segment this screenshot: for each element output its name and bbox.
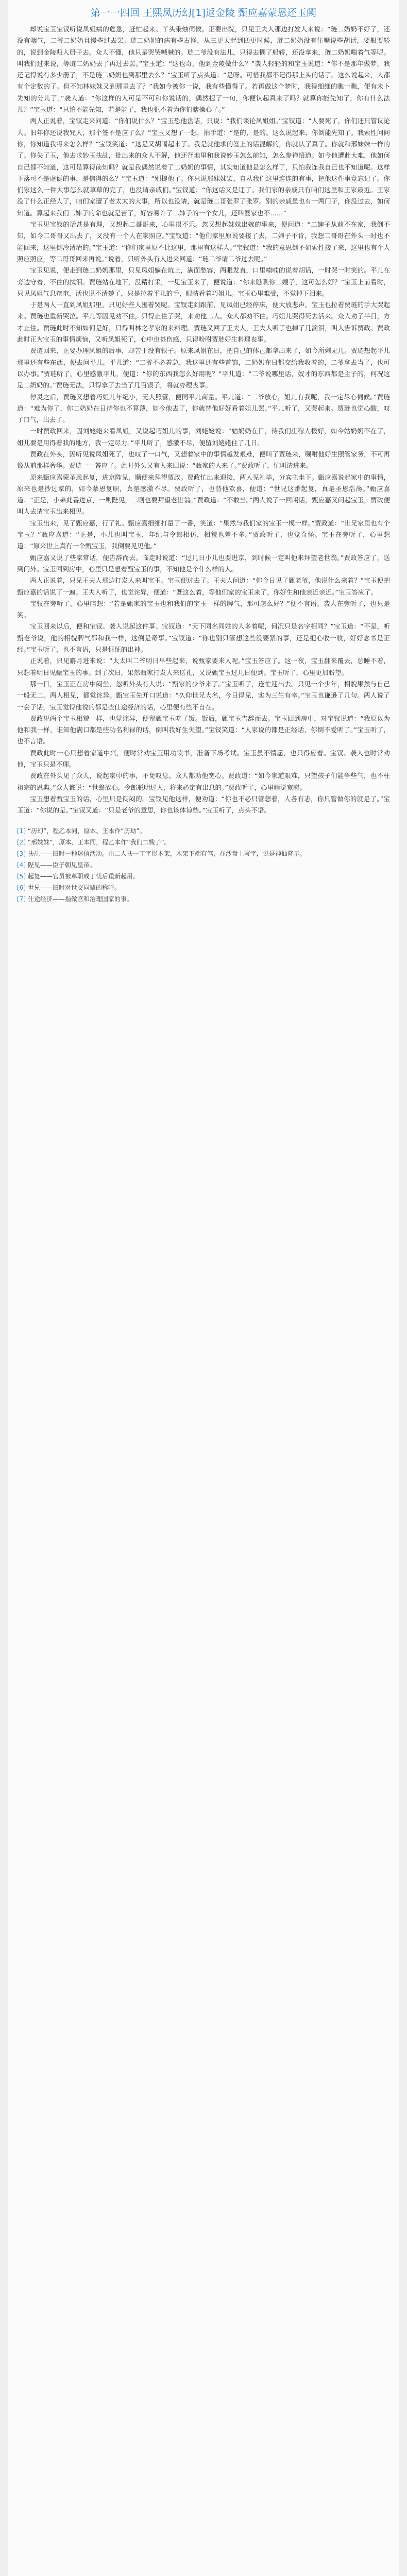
- paragraph: 两人正说着，只见王夫人那边打发人来叫宝玉。宝玉便过去了。王夫人问道：“你今日见了甄老爷，他说什么来着？”宝玉便把甄应嘉的话说了一遍。王夫人听了，也觉诧异，便道：“既这么着，等他们家的宝玉来了，你好生和他亲近亲近。”宝玉答应了。: [17, 577, 390, 596]
- footnote: [17, 859, 390, 871]
- chapter-page: [8, 0, 399, 2576]
- footnote: [17, 871, 390, 882]
- footnotes: [17, 825, 390, 905]
- paragraph: 宝玉出来，见了甄应嘉，行了礼。甄应嘉细细打量了一番，笑道：“果然与我们家的宝玉一模一样。”贾政道：“世兄家里也有个宝玉？”甄应嘉道：“正是，小儿也叫宝玉，年纪与令郎相仿，相貌也差不多。”贾政听了，也觉奇怪。宝玉在旁听了，心里想道：“原来世上真有一个甄宝玉，我倒要见见他。”: [17, 519, 390, 550]
- paragraph: 一时贾政回来，因刘姥姥来看凤姐，又说起巧姐儿的事，刘姥姥说：“姑奶奶在日，待我们庄稼人极好，如今姑奶奶不在了，姐儿要是用得着我的地方，我一定尽力。”平儿听了，感激不尽，便留刘姥姥住了几日。: [17, 427, 390, 447]
- footnote-id[interactable]: [2]: [17, 839, 26, 846]
- footnote-text: 陛见——臣子朝见皇帝。: [27, 861, 96, 869]
- paragraph: 宝玉想着甄宝玉的话，心里只是闷闷的。宝钗见他这样，便劝道：“你也不必只管想着，人各有志，你只管做你的就是了。”宝玉道：“你说的是。”宝钗又道：“只是老爷的意思，你也该体谅些。”宝玉听了，点头不语。: [17, 794, 390, 815]
- paragraph: 宝玉见宝钗的话甚是有理，又想起二哥哥来，心里很不乐。忽又想起妹妹出嫁的事来，便问道：“二婶子从前不在家，我倒不知，如今二哥哥又出去了，又没有一个人在家照应。”宝钗道：“他们家里原说要接了去，二婶子不肯，我想二哥哥在外头一时也不能回来，这里倒冷清清的。”宝玉道：“你们家里原不比这里，那里有这样人。”宝钗道：“我的意思倒不如索性接了来，这里也有个人照应照应，等二哥哥回来再说。”说着，只听外头有人进来回道：“琏二爷请二爷过去呢。”: [17, 221, 390, 263]
- paragraph: 贾政见两个宝玉相貌一样，也觉诧异，便留甄宝玉吃了饭。饭后，甄宝玉告辞而去。宝玉回到房中，对宝钗说道：“我原以为他和我一样，谁知他满口都是些功名利禄的话，倒叫我好生失望。”宝钗笑道：“人家说的都是正经话，你倒不爱听了。”宝玉听了，也不言语。: [17, 714, 390, 745]
- footnote-id[interactable]: [1]: [17, 827, 26, 835]
- footnote-id[interactable]: [3]: [17, 850, 26, 858]
- footnote: [17, 848, 390, 859]
- footnote: [17, 825, 390, 837]
- footnote-text: “邢妹妹”，原本、王本同，程乙本作“我们二嫂子”。: [27, 839, 171, 846]
- paragraph: 贾政在外头见了众人，说起家中的事，不免叹息。众人都劝他宽心。贾政道：“如今家道艰难，只望孩子们能争些气，也不枉祖宗的恩典。”众人都说：“世翁放心，令郎聪明过人，将来必定有出息的。”贾政听了，心里稍觉宽慰。: [17, 772, 390, 791]
- footnote: [17, 882, 390, 893]
- paragraph: 贾琏回来，正要办理凤姐的后事，却苦于没有银子。原来凤姐在日，把自己的体己都拿出来了，如今所剩无几。贾琏想起平儿那里还有些东西，便去问平儿。平儿道：“二爷不必着急，我这里还有些首饰，二奶奶在日都交给我收着的，二爷拿去当了，也可以办事。”贾琏听了，心里感激平儿，便道：“你的东西我怎么好用呢？”平儿道：“二爷说哪里话，奴才的东西都是主子的，何况这是二奶奶的。”贾琏无法，只得拿了去当了几百银子，将就办理丧事。: [17, 347, 390, 389]
- footnote-text: 仕途经济——指做官和治理国家的事。: [27, 895, 133, 903]
- chapter-title: 第一一四回 王熙凤历幻[1]返金陵 甄应嘉蒙恩还玉阙: [91, 7, 316, 19]
- paragraph: 却说宝玉宝钗听说凤姐病的危急，赶忙起来。丫头秉烛伺候。正要出院，只见王夫人那边打发人来说：“琏二奶奶不好了，还没有咽气，二爷二奶奶且慢些过去罢。琏二奶奶的病有些古怪，从三更天起到四更时候，琏二奶奶没有住嘴说些胡话，要船要轿的，说到金陵归入册子去。众人不懂，他只是哭哭喊喊的。琏二爷没有法儿，只得去糊了船轿，还没拿来，琏二奶奶喘着气等呢。叫我们过来说，等琏二奶奶去了再过去罢。”宝玉道：“这也奇，他到金陵做什么？”袭人轻轻的和宝玉说道：“你不是那年做梦，我还记得说有多少册子，不是琏二奶奶也到那里去么？”宝玉听了点头道：“是呀。可惜我都不记得那上头的话了。这么说起来，人都有个定数的了。但不知林妹妹又到那里去了？”我如今被你一说，我有些懂得了。若再做这个梦时，我得细细的瞧一瞧，便有未卜先知的分儿了。”袭人道：“你这样的人可是不可和你说话的，偶然提了一句，你便认起真来了吗？就算你能先知了，你有什么法儿？”宝玉道：“只怕不能先知，若是能了，我也犯不着为你们瞎操心了。”: [17, 25, 390, 114]
- paragraph: 甄应嘉又说了些家常话，便告辞而去。临走时说道：“过几日小儿也要进京，到时候一定叫他来拜望老世翁。”贾政答应了，送到门外。宝玉回到房中，心里只是想着甄宝玉的事，不知他是个什么样的人。: [17, 553, 390, 573]
- paragraph: 停灵之后，贾琏又想着巧姐儿年纪小，无人照管，便同平儿商量。平儿道：“二爷放心，姐儿有我呢，我一定尽心伺候。”贾琏道：“难为你了，你二奶奶在日待你也不算薄，如今他去了，你就替他好好看着姐儿罢。”平儿听了，又哭起来。贾琏也觉心酸，叹了口气，出去了。: [17, 393, 390, 424]
- chapter-content: [8, 24, 399, 905]
- footnote: [17, 893, 390, 905]
- paragraph: 那一日，宝玉正在房中闷坐，忽听外头有人说：“甄家的少爷来了。”宝玉听了，连忙迎出去。只见一个少年，相貌果然与自己一般无二。两人相见，都觉诧异。甄宝玉先开口说道：“久仰世兄大名，今日得见，实为三生有幸。”宝玉也谦逊了几句。两人说了一会子话，宝玉觉得他说的都是些仕途经济的话，心里便有些不自在。: [17, 680, 390, 711]
- footnote-id[interactable]: [7]: [17, 895, 26, 903]
- paragraph: 两人正说着，宝钗走来问道：“你们说什么？”宝玉恐他盘诘，只说：“我们谈论凤姐姐。”宝钗道：“人要死了，你们还只管议论人。旧年你还说我咒人，那个签不是应了么？”宝玉又想了一想，拍手道：“是的，是的。这么说起来，你倒能先知了。我索性问问你，你知道我将来怎么样？”宝钗笑道：“这是又胡闹起来了。我是就他求的签上的话混解的，你就认了真了。你就和邢妹妹一样的了。你失了玉，他去求妙玉扶乩，批出来的众人不解，他还背地里和我说妙玉怎么前知，怎么参禅悟道。如今他遭此大难，他如何自己都不知道，这可是算得前知吗？就是我偶然说着了二奶奶的事情，其实知道他是怎么样了，只怕我连我自己也不知道呢。这样下落可不是虚诞的事，是信得的么？”宝玉道：“别提他了。你只说邢妹妹罢，自从我们这里连连的有事，把他这件事竟忘记了。你们家这么一件大事怎么就草草的完了，也没请亲戚们。”宝钗道：“你这话又是迂了。我们家的亲戚只有咱们这里和王家最近。王家没了什么正经人了，咱们家遭了老太太的大事，所以也没请，就是琏二哥张罗了张罗。别的亲戚虽也有一两门子，你没过去，如何知道。算起来我们二婶子的命也就是苦了，好容易许了二婶子的一个女儿，还叫婆家也不……”: [17, 117, 390, 217]
- paragraph: 正说着，只见麝月进来说：“太太叫二爷明日早些起来，说甄家要来人呢。”宝玉答应了。这一夜，宝玉翻来覆去，总睡不着，只想着明日见甄宝玉的事。到了次日，果然甄家打发人来送礼，又说甄宝玉过几日便到。宝玉听了，心里更加盼望。: [17, 657, 390, 676]
- paragraph: 宝玉见说，便走到琏二奶奶那里，只见凤姐躺在炕上，满面愁容，两眼发直，口里喃喃的说着胡话，一时哭一时笑的。平儿在旁边守着，不住的拭泪。贾琏站在地下，没精打采，一见宝玉来了，便说道：“你来瞧瞧你二嫂子，这可怎么好？”宝玉上前看时，只见凤姐气息奄奄，话也说不清楚了，只是拉着平儿的手，眼睛看着巧姐儿。宝玉心里难受，不觉掉下泪来。: [17, 266, 390, 297]
- footnote-text: 世兄——旧时对世交同辈的称呼。: [27, 884, 121, 892]
- footnote-text: 起复——官员被革职或丁忧后重新起用。: [27, 873, 139, 880]
- footnote: [17, 837, 390, 848]
- paragraph: 贾政此时一心只想着家道中兴，便时常劝宝玉用功读书，准备下场考试。宝玉虽不情愿，也只得应着。宝钗、袭人也时常劝他，宝玉只是不理。: [17, 749, 390, 768]
- footnote-text: “历幻”，程乙本同，原本、王本作“历劫”。: [27, 827, 146, 835]
- paragraph: 于是两人一直到凤姐那里，只见好些人围着哭呢。宝钗走到跟前，见凤姐已经停床，便大放悲声。宝玉也拉着贾琏的手大哭起来。贾琏也重新哭泣。平儿等因见劝不住，只得止住了哭，来劝他二人。众人都劝不住。巧姐儿哭得死去活来。众人劝了半日，方才止住。贾琏此时不知如何是好，只得叫林之孝家的来料理。贾琏又回了王夫人，王夫人听了也掉了几滴泪，叫人告诉贾政。贾政此时正为宝玉的事情烦恼，又听凤姐死了，心中也甚伤感，只得吩咐贾琏好生料理丧事。: [17, 301, 390, 344]
- paragraph: 贾政在外头，因听见说凤姐死了，也叹了一口气，又想着家中的事情越发艰难，便叫了贾琏来，嘱咐他好生照管家务，不可再像从前那样奢华。贾琏一一答应了。此时外头又有人来回说：“甄家的人来了。”贾政听了，忙叫请进来。: [17, 450, 390, 470]
- paragraph: 原来甄应嘉蒙圣恩起复，进京陛见，顺便来拜望贾政。贾政忙出来迎接，两人见礼毕，分宾主坐下。甄应嘉说起家中的事情，原来也是抄过家的，如今蒙恩复职，真是感激不尽。贾政听了，也替他欢喜，便道：“世兄这番起复，真是圣恩浩荡。”甄应嘉道：“正是，小弟此番进京，一则陛见，二则也要拜望老世翁。”贾政道：“不敢当。”两人说了一回闲话，甄应嘉又问起宝玉，贾政便叫人去请宝玉出来相见。: [17, 473, 390, 516]
- paragraph: 宝玉回来以后，便和宝钗、袭人说起这件事。宝钗道：“天下同名同姓的人多着呢，何况只是名字相同？”宝玉道：“不是，听甄老爷说，他的相貌脾气都和我一样，这倒是奇事。”宝钗道：“你也别只管想这些没要紧的事，还是把心收一收，好好念书是正经。”宝玉听了，也不言语，只是怔怔的出神。: [17, 622, 390, 654]
- footnote-id[interactable]: [4]: [17, 861, 26, 869]
- footnote-text: 扶乩——旧时一种迷信活动。由二人扶一丁字形木架，木架下端有笔，在沙盘上写字，说是神仙降示。: [27, 850, 306, 858]
- footnote-id[interactable]: [5]: [17, 873, 26, 880]
- paragraph: 宝钗在旁听了，心里暗想：“若是甄家的宝玉也和我们的宝玉一样的脾气，那可怎么好？”便不言语。袭人在旁听了，也只是笑。: [17, 599, 390, 619]
- footnote-id[interactable]: [6]: [17, 884, 26, 892]
